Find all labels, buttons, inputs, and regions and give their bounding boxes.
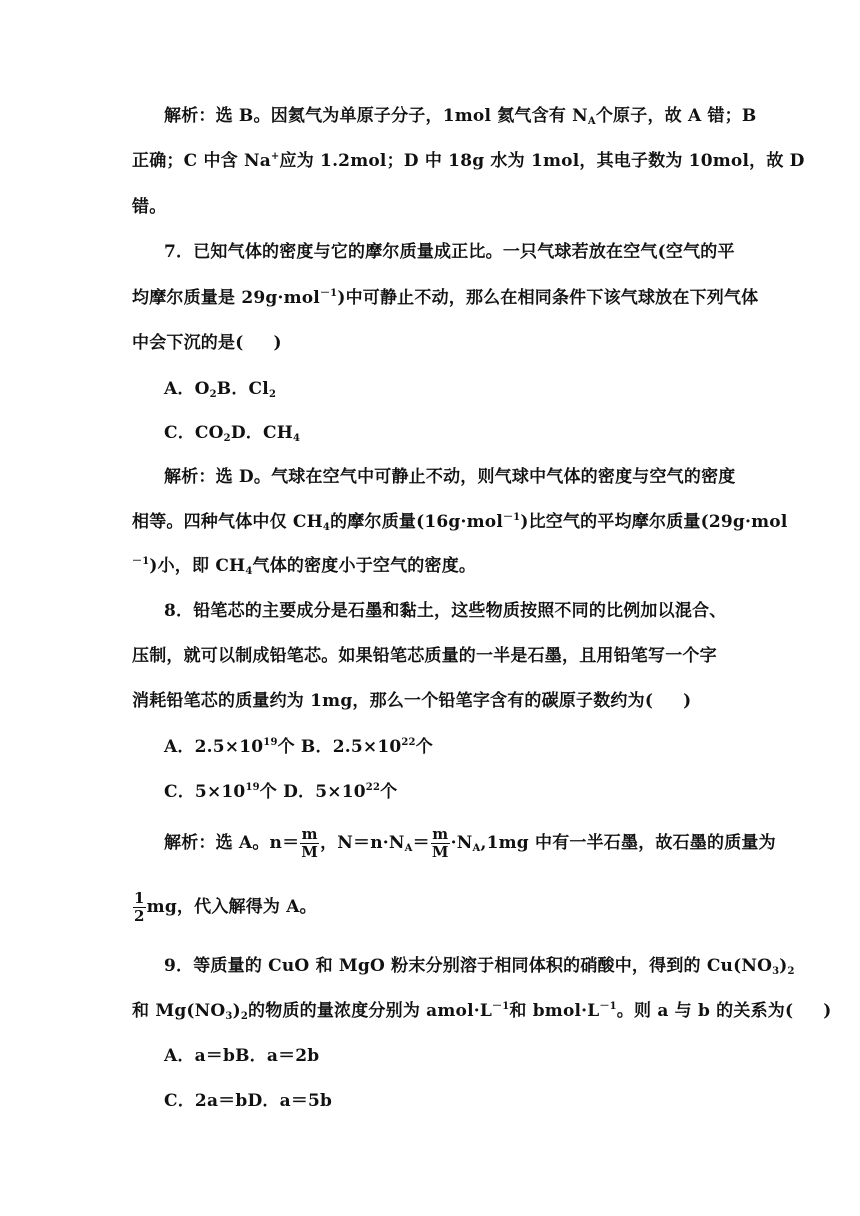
- q9-stem-line2: 和 $Mg(NO_3)_2$的物质的量浓度分别为 $amol\cdot L^{-1}$和 $bmol\cdot L^{-1}$。则 a 与 b 的关系为( ): [132, 1001, 832, 1022]
- q8-stem-line1: 8．铅笔芯的主要成分是石墨和黏土，这些物质按照不同的比例加以混合、: [164, 601, 727, 621]
- q6-analysis-line1: 解析：选 B。因氦气为单原子分子，1mol 氦气含有 $N_A$个原子，故 A 错；B: [164, 106, 757, 127]
- q7-stem-line3: 中会下沉的是( ): [132, 333, 282, 353]
- q8-analysis-line2: $\frac{1}{2}$ mg，代入解得为 A。: [134, 889, 317, 925]
- analysis-label: 解析：: [164, 833, 216, 853]
- q7-options-ab: A．$O_2B$．$Cl_2$: [164, 379, 277, 400]
- fraction-m-over-M: $\frac{m}{M}$: [431, 825, 449, 861]
- q7-analysis-line3: $^{-1}$)小，即 $CH_4$气体的密度小于空气的密度。: [132, 556, 477, 577]
- q6-analysis-line3: 错。: [132, 197, 167, 217]
- analysis-label: 解析：: [164, 467, 216, 487]
- fraction-m-over-M: $\frac{m}{M}$: [301, 825, 319, 861]
- q8-stem-line2: 压制，就可以制成铅笔芯。如果铅笔芯质量的一半是石墨，且用铅笔写一个字: [132, 646, 717, 666]
- q7-analysis-line1: 解析：选 D。气球在空气中可静止不动，则气球中气体的密度与空气的密度: [164, 467, 736, 487]
- q8-options-ab: A．$2.5\times 10^{19}$个 B．$2.5\times 10^{22}$个: [164, 737, 433, 757]
- q7-stem-line2: 均摩尔质量是 29g·mol$^{-1}$)中可静止不动，那么在相同条件下该气球放在下列气体: [132, 288, 759, 308]
- analysis-label: 解析：: [164, 106, 216, 126]
- q7-analysis-line2: 相等。四种气体中仅 $CH_4$的摩尔质量(16g·mol$^{-1}$)比空气的平均摩尔质量(29g·mol: [132, 512, 788, 533]
- fraction-one-half: $\frac{1}{2}$: [134, 889, 145, 925]
- q8-stem-line3: 消耗铅笔芯的质量约为 1mg，那么一个铅笔字含有的碳原子数约为( ): [132, 691, 692, 711]
- q8-options-cd: C．$5\times 10^{19}$个 D．$5\times 10^{22}$个: [164, 782, 398, 802]
- q8-analysis-line1: 解析：选 A。n＝ $\frac{m}{M}$ ，$N=n\cdot N_A=$ $\frac{m}{M}$ $\cdot N_A,1mg$ 中有一半石墨，故石墨的质量为: [164, 825, 776, 861]
- q7-stem-line1: 7．已知气体的密度与它的摩尔质量成正比。一只气球若放在空气(空气的平: [164, 242, 735, 262]
- q9-stem-line1: 9．等质量的 CuO 和 MgO 粉末分别溶于相同体积的硝酸中，得到的 $Cu(NO_3)_2$: [164, 956, 795, 977]
- q7-options-cd: C．$CO_2D$．$CH_4$: [164, 423, 301, 444]
- q6-analysis-line2: 正确；C 中含 Na+应为 1.2mol；D 中 18g 水为 1mol，其电子数为 10mol，故 D: [132, 151, 805, 171]
- q9-options-ab: A．a＝bB．a＝2b: [164, 1046, 320, 1066]
- q9-options-cd: C．2a＝bD．a＝5b: [164, 1091, 333, 1111]
